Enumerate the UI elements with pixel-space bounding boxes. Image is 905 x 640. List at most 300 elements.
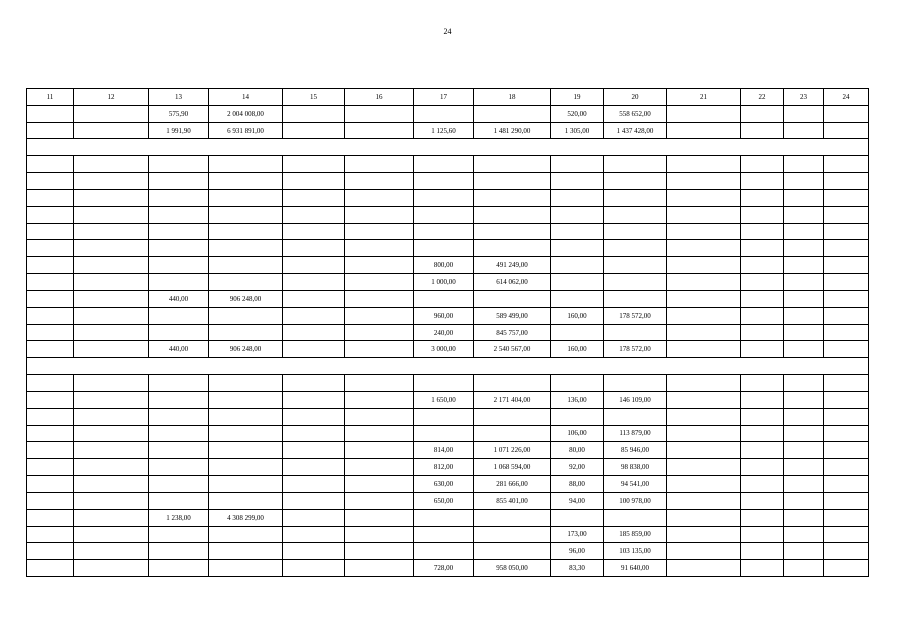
table-cell: 88,00 — [551, 476, 604, 493]
table-cell: 1 481 290,00 — [474, 122, 551, 139]
table-cell — [149, 476, 209, 493]
table-cell — [551, 408, 604, 425]
table-cell — [784, 307, 824, 324]
table-cell — [345, 459, 414, 476]
table-cell — [345, 324, 414, 341]
table-cell — [209, 459, 283, 476]
table-cell — [283, 476, 345, 493]
table-cell — [345, 307, 414, 324]
table-cell — [604, 290, 667, 307]
table-cell — [551, 240, 604, 257]
table-cell: 1 305,00 — [551, 122, 604, 139]
table-cell — [74, 206, 149, 223]
table-cell — [784, 240, 824, 257]
table-cell — [27, 257, 74, 274]
table-cell — [824, 290, 869, 307]
table-cell — [474, 543, 551, 560]
table-cell — [283, 391, 345, 408]
table-cell — [74, 105, 149, 122]
table-cell — [345, 492, 414, 509]
table-cell — [283, 105, 345, 122]
table-cell — [209, 543, 283, 560]
table-cell — [474, 156, 551, 173]
table-cell — [74, 173, 149, 190]
table-cell — [209, 173, 283, 190]
table-cell — [74, 341, 149, 358]
column-header: 17 — [414, 89, 474, 106]
table-cell — [283, 189, 345, 206]
table-cell — [209, 307, 283, 324]
table-cell — [149, 189, 209, 206]
table-cell: 440,00 — [149, 290, 209, 307]
table-cell — [414, 223, 474, 240]
table-cell — [474, 206, 551, 223]
table-cell: 558 652,00 — [604, 105, 667, 122]
table-cell — [209, 324, 283, 341]
table-cell — [741, 257, 784, 274]
table-cell — [74, 307, 149, 324]
table-cell: 94 541,00 — [604, 476, 667, 493]
table-row — [27, 257, 869, 274]
table-cell — [741, 122, 784, 139]
table-cell — [667, 560, 741, 577]
table-cell — [27, 290, 74, 307]
table-cell — [824, 105, 869, 122]
table-cell — [741, 324, 784, 341]
table-cell — [784, 122, 824, 139]
table-cell — [551, 206, 604, 223]
table-cell — [474, 240, 551, 257]
table-cell: 1 650,00 — [414, 391, 474, 408]
table-cell: 178 572,00 — [604, 307, 667, 324]
table-row — [27, 290, 869, 307]
table-cell — [604, 189, 667, 206]
table-cell — [283, 543, 345, 560]
table-cell — [667, 375, 741, 392]
table-row — [27, 442, 869, 459]
table-cell: 728,00 — [414, 560, 474, 577]
section-divider-row — [27, 358, 869, 375]
table-cell — [824, 543, 869, 560]
table-cell — [345, 257, 414, 274]
table-cell: 160,00 — [551, 341, 604, 358]
table-cell — [149, 206, 209, 223]
table-cell: 85 946,00 — [604, 442, 667, 459]
table-cell — [209, 156, 283, 173]
table-cell — [149, 560, 209, 577]
table-cell — [27, 408, 74, 425]
table-cell — [824, 341, 869, 358]
table-cell — [27, 156, 74, 173]
table-cell — [784, 492, 824, 509]
table-cell — [74, 375, 149, 392]
table-cell — [667, 476, 741, 493]
table-cell: 650,00 — [414, 492, 474, 509]
table-cell — [209, 526, 283, 543]
table-cell — [283, 173, 345, 190]
table-row — [27, 223, 869, 240]
table-cell — [474, 509, 551, 526]
table-cell — [414, 156, 474, 173]
table-cell — [667, 105, 741, 122]
table-cell — [824, 223, 869, 240]
table-cell — [604, 274, 667, 291]
table-cell: 812,00 — [414, 459, 474, 476]
table-cell — [551, 189, 604, 206]
table-cell — [784, 324, 824, 341]
table-row — [27, 543, 869, 560]
table-cell — [283, 375, 345, 392]
table-cell — [824, 492, 869, 509]
table-cell — [667, 543, 741, 560]
table-cell — [741, 105, 784, 122]
table-cell — [741, 425, 784, 442]
table-cell — [784, 206, 824, 223]
table-cell — [551, 156, 604, 173]
table-cell — [824, 173, 869, 190]
table-cell — [345, 206, 414, 223]
table-cell — [414, 240, 474, 257]
table-cell: 113 879,00 — [604, 425, 667, 442]
table-cell — [741, 341, 784, 358]
table-cell — [667, 324, 741, 341]
table-cell — [474, 408, 551, 425]
table-cell — [209, 476, 283, 493]
table-cell — [741, 509, 784, 526]
table-cell — [149, 543, 209, 560]
column-header: 23 — [784, 89, 824, 106]
table-cell — [667, 290, 741, 307]
table-cell — [474, 173, 551, 190]
table-cell: 160,00 — [551, 307, 604, 324]
table-cell — [27, 307, 74, 324]
table-cell — [283, 408, 345, 425]
table-cell: 855 401,00 — [474, 492, 551, 509]
table-cell — [741, 391, 784, 408]
table-cell — [667, 240, 741, 257]
table-cell — [667, 391, 741, 408]
table-cell — [74, 240, 149, 257]
table-cell — [74, 526, 149, 543]
table-cell — [27, 560, 74, 577]
table-cell — [149, 408, 209, 425]
table-cell — [74, 492, 149, 509]
table-cell — [474, 425, 551, 442]
table-cell — [283, 257, 345, 274]
table-cell — [604, 257, 667, 274]
table-body — [27, 105, 869, 576]
table-cell — [784, 105, 824, 122]
table-cell — [345, 223, 414, 240]
table-cell — [824, 459, 869, 476]
table-cell — [27, 442, 74, 459]
table-cell — [667, 189, 741, 206]
table-cell: 3 000,00 — [414, 341, 474, 358]
table-cell: 146 109,00 — [604, 391, 667, 408]
table-cell — [283, 560, 345, 577]
table-cell — [345, 391, 414, 408]
column-header: 13 — [149, 89, 209, 106]
table-cell — [74, 408, 149, 425]
table-cell — [741, 459, 784, 476]
table-row — [27, 189, 869, 206]
table-cell: 440,00 — [149, 341, 209, 358]
column-header: 19 — [551, 89, 604, 106]
table-row — [27, 206, 869, 223]
table-cell — [414, 173, 474, 190]
table-cell: 1 125,60 — [414, 122, 474, 139]
table-cell: 80,00 — [551, 442, 604, 459]
table-cell — [209, 408, 283, 425]
table-cell — [74, 543, 149, 560]
table-cell — [741, 240, 784, 257]
table-cell — [209, 257, 283, 274]
table-cell: 94,00 — [551, 492, 604, 509]
table-cell — [345, 173, 414, 190]
table-cell — [824, 526, 869, 543]
table-cell — [283, 526, 345, 543]
table-cell — [551, 257, 604, 274]
table-cell — [74, 274, 149, 291]
table-cell — [741, 375, 784, 392]
table-cell — [283, 425, 345, 442]
table-cell — [27, 526, 74, 543]
table-cell — [209, 560, 283, 577]
table-cell — [74, 459, 149, 476]
table-cell — [741, 206, 784, 223]
table-cell — [604, 408, 667, 425]
table-cell — [551, 375, 604, 392]
table-cell: 92,00 — [551, 459, 604, 476]
table-cell — [345, 509, 414, 526]
table-cell — [474, 105, 551, 122]
table-cell — [74, 257, 149, 274]
table-cell: 814,00 — [414, 442, 474, 459]
table-cell — [667, 223, 741, 240]
table-cell — [149, 425, 209, 442]
table-cell — [414, 425, 474, 442]
table-cell — [345, 105, 414, 122]
table-cell — [283, 509, 345, 526]
table-cell — [74, 324, 149, 341]
table-row — [27, 459, 869, 476]
table-cell — [824, 240, 869, 257]
table-cell — [741, 408, 784, 425]
table-cell — [414, 408, 474, 425]
table-cell: 106,00 — [551, 425, 604, 442]
table-cell — [784, 408, 824, 425]
table-cell — [474, 375, 551, 392]
column-header: 11 — [27, 89, 74, 106]
table-cell — [27, 509, 74, 526]
table-row — [27, 274, 869, 291]
table-cell — [209, 240, 283, 257]
table-cell — [784, 156, 824, 173]
table-cell — [784, 375, 824, 392]
table-cell: 136,00 — [551, 391, 604, 408]
table-cell — [824, 442, 869, 459]
table-cell — [474, 223, 551, 240]
table-cell — [27, 391, 74, 408]
table-cell — [414, 206, 474, 223]
table-cell — [604, 324, 667, 341]
table-cell: 1 071 226,00 — [474, 442, 551, 459]
table-row — [27, 105, 869, 122]
table-cell — [27, 206, 74, 223]
table-cell — [209, 274, 283, 291]
table-cell — [283, 307, 345, 324]
table-cell — [604, 375, 667, 392]
table-cell — [604, 223, 667, 240]
table-cell — [741, 274, 784, 291]
table-row — [27, 560, 869, 577]
header-row — [27, 89, 869, 106]
table-cell — [149, 223, 209, 240]
table-cell — [824, 324, 869, 341]
table-cell — [784, 476, 824, 493]
table-cell — [27, 240, 74, 257]
table-cell — [149, 156, 209, 173]
table-cell — [283, 240, 345, 257]
table-cell — [345, 156, 414, 173]
table-cell — [283, 223, 345, 240]
table-cell — [209, 391, 283, 408]
table-row — [27, 492, 869, 509]
table-cell — [283, 290, 345, 307]
table-row — [27, 526, 869, 543]
table-cell — [27, 105, 74, 122]
table-cell: 960,00 — [414, 307, 474, 324]
table-cell — [27, 476, 74, 493]
table-cell: 2 540 567,00 — [474, 341, 551, 358]
table-cell — [741, 543, 784, 560]
table-cell — [345, 375, 414, 392]
table-cell — [414, 526, 474, 543]
table-cell — [345, 560, 414, 577]
table-cell — [474, 189, 551, 206]
table-cell: 906 248,00 — [209, 290, 283, 307]
table-cell — [74, 290, 149, 307]
table-cell: 6 931 891,00 — [209, 122, 283, 139]
table-cell — [414, 543, 474, 560]
table-cell — [824, 189, 869, 206]
table-cell — [784, 189, 824, 206]
table-cell — [824, 560, 869, 577]
table-cell — [74, 189, 149, 206]
table-cell — [824, 476, 869, 493]
table-cell — [824, 307, 869, 324]
table-cell: 958 050,00 — [474, 560, 551, 577]
table-cell — [345, 408, 414, 425]
table-cell — [414, 105, 474, 122]
data-table — [26, 88, 869, 577]
table-cell — [345, 442, 414, 459]
table-cell — [667, 526, 741, 543]
table-cell — [824, 391, 869, 408]
table-cell — [741, 173, 784, 190]
table-row — [27, 240, 869, 257]
table-row — [27, 122, 869, 139]
table-row — [27, 173, 869, 190]
table-cell — [209, 492, 283, 509]
table-cell: 2 171 404,00 — [474, 391, 551, 408]
table-cell: 1 068 594,00 — [474, 459, 551, 476]
table-row — [27, 425, 869, 442]
table-cell: 240,00 — [414, 324, 474, 341]
table-cell: 281 666,00 — [474, 476, 551, 493]
table-row — [27, 307, 869, 324]
table-cell — [604, 206, 667, 223]
table-cell — [74, 223, 149, 240]
table-cell — [551, 324, 604, 341]
table-cell — [27, 223, 74, 240]
table-cell — [283, 206, 345, 223]
table-cell — [667, 425, 741, 442]
table-cell: 520,00 — [551, 105, 604, 122]
column-header: 24 — [824, 89, 869, 106]
column-header: 12 — [74, 89, 149, 106]
table-cell — [414, 375, 474, 392]
table-cell: 906 248,00 — [209, 341, 283, 358]
table-cell — [283, 122, 345, 139]
table-cell — [283, 459, 345, 476]
table-cell — [27, 274, 74, 291]
table-cell — [551, 274, 604, 291]
table-cell — [784, 526, 824, 543]
table-cell — [209, 375, 283, 392]
table-row — [27, 391, 869, 408]
table-cell — [474, 526, 551, 543]
table-cell — [74, 391, 149, 408]
table-cell — [667, 257, 741, 274]
column-header: 18 — [474, 89, 551, 106]
table-cell — [824, 425, 869, 442]
table-row — [27, 509, 869, 526]
table-cell — [27, 189, 74, 206]
table-cell — [667, 509, 741, 526]
table-cell — [74, 442, 149, 459]
table-cell — [824, 156, 869, 173]
table-cell: 98 838,00 — [604, 459, 667, 476]
table-cell — [784, 257, 824, 274]
table-cell — [345, 543, 414, 560]
table-cell — [667, 459, 741, 476]
table-cell — [149, 391, 209, 408]
table-cell — [784, 425, 824, 442]
table-cell — [345, 274, 414, 291]
table-row — [27, 341, 869, 358]
table-cell — [667, 122, 741, 139]
table-cell: 1 991,90 — [149, 122, 209, 139]
table-cell — [345, 341, 414, 358]
table-cell — [283, 341, 345, 358]
column-header: 16 — [345, 89, 414, 106]
table-cell: 630,00 — [414, 476, 474, 493]
table-cell — [551, 173, 604, 190]
table-cell — [667, 173, 741, 190]
table-cell: 800,00 — [414, 257, 474, 274]
table-cell — [209, 223, 283, 240]
table-cell — [209, 189, 283, 206]
table-cell: 185 859,00 — [604, 526, 667, 543]
table-cell — [414, 189, 474, 206]
table-cell — [209, 425, 283, 442]
table-cell — [414, 290, 474, 307]
table-cell — [784, 560, 824, 577]
table-cell — [149, 442, 209, 459]
table-cell: 1 437 428,00 — [604, 122, 667, 139]
table-cell — [667, 206, 741, 223]
